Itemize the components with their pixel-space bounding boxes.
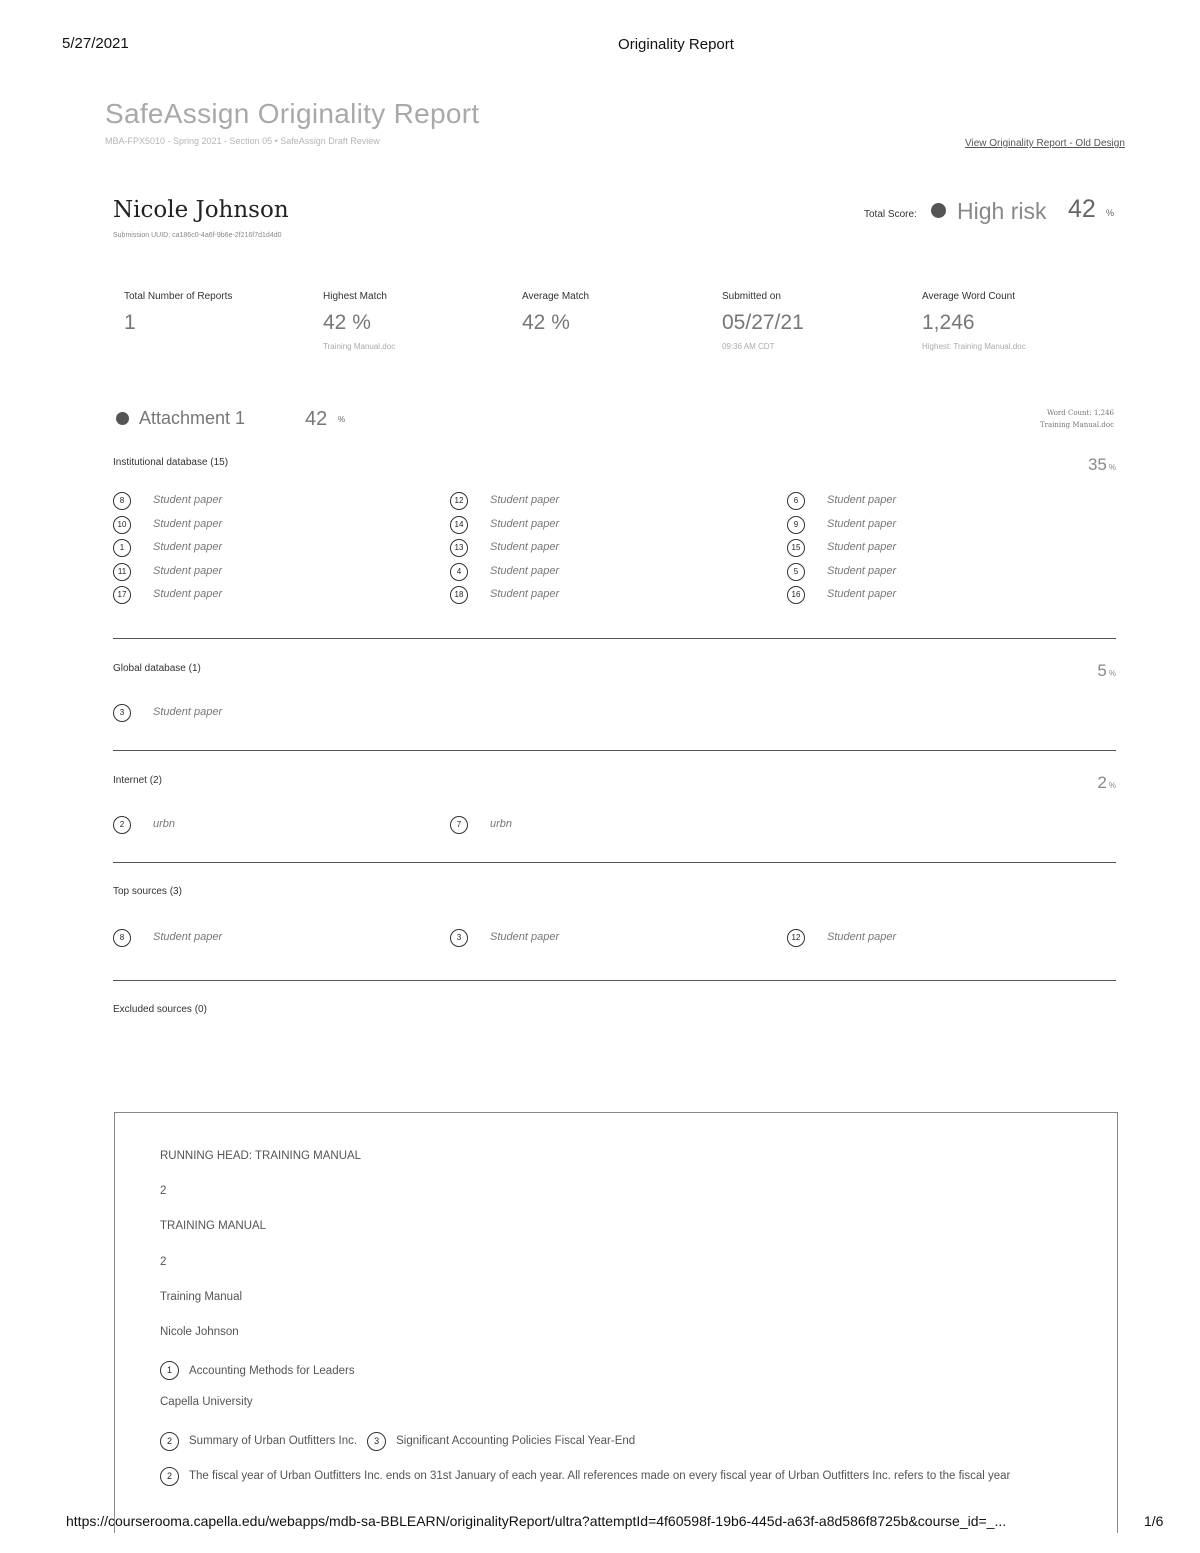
document-text: Summary of Urban Outfitters Inc. bbox=[189, 1435, 358, 1448]
source-number-badge[interactable]: 7 bbox=[450, 816, 468, 834]
match-marker[interactable]: 2 bbox=[160, 1467, 179, 1486]
document-line bbox=[160, 1220, 266, 1232]
source-link[interactable]: Student paper bbox=[153, 494, 223, 506]
source-link[interactable]: Student paper bbox=[490, 564, 560, 577]
source-number-badge[interactable]: 14 bbox=[450, 516, 468, 534]
section-title: Top sources (3) bbox=[113, 886, 182, 897]
print-url: https://courserooma.capella.edu/webapps/mdb-sa-BBLEARN/originalityReport/ultra?attemptId=4f60598f-19b6-445d-a63f-a8d586f8725b&course_id=_... bbox=[66, 1513, 1007, 1529]
risk-dot-icon bbox=[931, 203, 946, 218]
student-name: Nicole Johnson bbox=[113, 197, 289, 223]
document-line bbox=[160, 1326, 239, 1338]
source-link[interactable]: Student paper bbox=[490, 541, 560, 553]
section-percent-sign: % bbox=[1108, 669, 1116, 678]
document-text: Capella University bbox=[160, 1396, 253, 1409]
document-line bbox=[160, 1256, 166, 1268]
document-text: RUNNING HEAD: TRAINING MANUAL bbox=[160, 1150, 362, 1162]
source-number-badge[interactable]: 8 bbox=[113, 492, 131, 510]
stat-label: Submitted on bbox=[722, 291, 781, 302]
source-link[interactable]: Student paper bbox=[490, 517, 560, 530]
section-title: Internet (2) bbox=[113, 775, 162, 786]
source-link[interactable]: Student paper bbox=[153, 517, 223, 530]
section-divider bbox=[113, 980, 1116, 981]
document-text: Significant Accounting Policies Fiscal Year-End bbox=[396, 1435, 636, 1448]
source-number-badge[interactable]: 10 bbox=[113, 516, 131, 534]
stat-label: Total Number of Reports bbox=[124, 291, 233, 302]
stat-value: 1 bbox=[124, 311, 136, 334]
source-link[interactable]: Student paper bbox=[153, 588, 223, 600]
source-link[interactable]: Student paper bbox=[827, 931, 897, 943]
stat-value: 05/27/21 bbox=[722, 311, 804, 334]
attachment-word-count: Word Count: 1,246 bbox=[1046, 409, 1114, 417]
stat-sub: Training Manual.doc bbox=[323, 342, 396, 351]
stat-label: Average Match bbox=[522, 291, 590, 302]
attachment-percent-sign: % bbox=[338, 415, 346, 424]
match-marker[interactable]: 3 bbox=[367, 1432, 386, 1451]
section-percent-value: 35 bbox=[1087, 455, 1107, 474]
source-number-badge[interactable]: 18 bbox=[450, 586, 468, 604]
source-number-badge[interactable]: 2 bbox=[113, 816, 131, 834]
total-score-percent: 42 bbox=[1068, 195, 1096, 223]
stat-value: 1,246 bbox=[922, 311, 975, 334]
source-link[interactable]: Student paper bbox=[827, 564, 897, 577]
document-line bbox=[160, 1361, 355, 1380]
report-subtitle: MBA-FPX5010 - Spring 2021 - Section 05 • SafeAssign Draft Review bbox=[105, 136, 380, 146]
section-divider bbox=[113, 638, 1116, 639]
source-number-badge[interactable]: 3 bbox=[113, 704, 131, 722]
section-percent-value: 2 bbox=[1097, 773, 1107, 792]
source-number-badge[interactable]: 15 bbox=[787, 539, 805, 557]
attachment-file: Training Manual.doc bbox=[1040, 421, 1114, 429]
document-text: 2 bbox=[160, 1255, 167, 1268]
stat-value: 42 % bbox=[522, 311, 570, 334]
stat-sub: Highest: Training Manual.doc bbox=[922, 342, 1026, 351]
section-percent bbox=[1056, 455, 1116, 475]
section-divider bbox=[113, 862, 1116, 863]
section-percent-sign: % bbox=[1108, 781, 1116, 790]
source-link[interactable]: Student paper bbox=[153, 541, 223, 553]
source-number-badge[interactable]: 5 bbox=[787, 563, 805, 581]
source-link[interactable]: urbn bbox=[153, 818, 176, 830]
stat-value: 42 % bbox=[323, 311, 371, 334]
section-title: Institutional database (15) bbox=[113, 457, 229, 468]
total-score-percent-sign: % bbox=[1106, 208, 1115, 218]
risk-level: High risk bbox=[957, 198, 1047, 224]
source-link[interactable]: Student paper bbox=[490, 931, 560, 943]
print-date: 5/27/2021 bbox=[62, 35, 129, 52]
match-marker[interactable]: 2 bbox=[160, 1432, 179, 1451]
stat-label: Highest Match bbox=[323, 291, 387, 302]
total-score-label: Total Score: bbox=[864, 209, 917, 220]
document-text: Accounting Methods for Leaders bbox=[189, 1364, 355, 1377]
section-title: Excluded sources (0) bbox=[113, 1004, 207, 1015]
source-number-badge[interactable]: 11 bbox=[113, 563, 131, 581]
source-number-badge[interactable]: 4 bbox=[450, 563, 468, 581]
source-number-badge[interactable]: 12 bbox=[450, 492, 468, 510]
section-title: Global database (1) bbox=[113, 663, 201, 674]
source-number-badge[interactable]: 16 bbox=[787, 586, 805, 604]
stat-label: Average Word Count bbox=[922, 291, 1016, 302]
document-text: The fiscal year of Urban Outfitters Inc. ends on 31st January of each year. All references made on every fiscal year of Urban Outfitters Inc. refers to the fiscal year bbox=[189, 1470, 1011, 1483]
document-line bbox=[160, 1467, 1010, 1486]
section-percent-value: 5 bbox=[1097, 661, 1107, 680]
source-number-badge[interactable]: 6 bbox=[787, 492, 805, 510]
source-number-badge[interactable]: 12 bbox=[787, 929, 805, 947]
source-number-badge[interactable]: 9 bbox=[787, 516, 805, 534]
document-line bbox=[160, 1150, 361, 1162]
stat-sub: 09:36 AM CDT bbox=[722, 342, 775, 351]
source-number-badge[interactable]: 8 bbox=[113, 929, 131, 947]
source-link[interactable]: Student paper bbox=[827, 517, 897, 530]
print-page-title: Originality Report bbox=[618, 36, 734, 53]
document-line bbox=[160, 1291, 242, 1303]
attachment-percent: 42 bbox=[305, 408, 328, 430]
report-title: SafeAssign Originality Report bbox=[105, 98, 480, 129]
document-text: Nicole Johnson bbox=[160, 1326, 239, 1338]
source-link[interactable]: urbn bbox=[490, 818, 513, 830]
source-link[interactable]: Student paper bbox=[490, 494, 560, 506]
document-line bbox=[160, 1185, 166, 1197]
source-link[interactable]: Student paper bbox=[490, 588, 560, 600]
document-line bbox=[160, 1432, 635, 1451]
match-marker[interactable]: 1 bbox=[160, 1361, 179, 1380]
section-percent bbox=[1056, 661, 1116, 681]
document-line bbox=[160, 1396, 253, 1408]
source-number-badge[interactable]: 13 bbox=[450, 539, 468, 557]
section-percent bbox=[1056, 773, 1116, 793]
source-number-badge[interactable]: 3 bbox=[450, 929, 468, 947]
source-link[interactable]: Student paper bbox=[153, 706, 223, 718]
attachment-dot-icon bbox=[116, 412, 129, 425]
source-link[interactable]: Student paper bbox=[827, 494, 897, 506]
section-divider bbox=[113, 750, 1116, 751]
section-percent-sign: % bbox=[1108, 463, 1116, 472]
source-number-badge[interactable]: 17 bbox=[113, 586, 131, 604]
source-link[interactable]: Student paper bbox=[827, 588, 897, 600]
source-link[interactable]: Student paper bbox=[153, 931, 223, 943]
source-number-badge[interactable]: 1 bbox=[113, 539, 131, 557]
source-link[interactable]: Student paper bbox=[827, 541, 897, 553]
document-text: TRAINING MANUAL bbox=[160, 1220, 267, 1233]
attachment-label[interactable]: Attachment 1 bbox=[139, 408, 246, 428]
source-link[interactable]: Student paper bbox=[153, 564, 223, 577]
print-page-number: 1/6 bbox=[1144, 1513, 1164, 1529]
document-text: 2 bbox=[160, 1185, 167, 1198]
submission-id: Submission UUID: ca186c0-4a6f-9b6e-2f216f7d1d4d0 bbox=[113, 232, 282, 239]
document-text: Training Manual bbox=[160, 1290, 243, 1303]
old-design-link[interactable]: View Originality Report - Old Design bbox=[965, 138, 1125, 149]
